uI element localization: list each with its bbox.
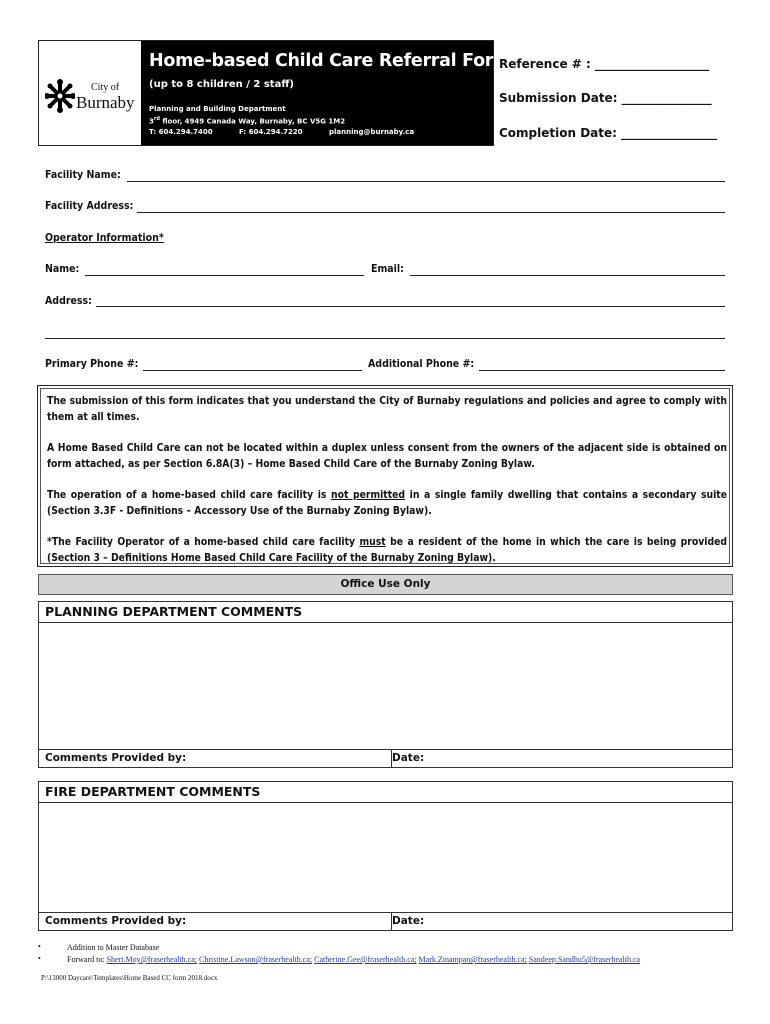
primary-phone-label: Primary Phone #: (45, 358, 139, 370)
notice-paragraph-1: The submission of this form indicates that you understand the City of Burnaby regulations and policies and agree to comply with them at all times. (47, 395, 727, 423)
bullet-icon: • (38, 954, 41, 963)
email-link[interactable]: Mark.Zinampan@fraserhealth.ca; (418, 955, 527, 964)
planning-comments-title: PLANNING DEPARTMENT COMMENTS (39, 602, 732, 623)
notice-paragraph-4: *The Facility Operator of a home-based child care facility must be a resident of the home in which the care is being provided (Section 3 – Definitions Home Based Child Care Facility of the Burnaby Zoning Bylaw). (47, 536, 727, 564)
city-logo (39, 41, 141, 145)
form-title: Home-based Child Care Referral Form (149, 51, 512, 71)
address-input-line2[interactable] (45, 338, 725, 339)
notice-paragraph-3: The operation of a home-based child care facility is not permitted in a single family dwelling that contains a secondary suite (Section 3.3F - Definitions – Accessory Use of the Burnaby Zoning Bylaw). (47, 489, 728, 517)
facility-name-label: Facility Name: (45, 169, 121, 181)
fire-comments-title: FIRE DEPARTMENT COMMENTS (39, 782, 732, 803)
logo-burnaby: Burnaby (76, 93, 135, 112)
submission-date-field[interactable]: Submission Date: _______________ (499, 91, 712, 105)
facility-address-label: Facility Address: (45, 200, 134, 212)
file-path: P:\13000 Daycare\Templates\Home Based CC form 2018.docx (41, 974, 218, 982)
fire-comments-area[interactable] (39, 803, 732, 912)
operator-info-heading: Operator Information* (45, 232, 164, 244)
email-input[interactable] (410, 275, 725, 276)
address-label: Address: (45, 295, 92, 307)
fire-date[interactable]: Date: (392, 915, 425, 927)
department-email: planning@burnaby.ca (329, 128, 415, 136)
email-label: Email: (371, 263, 404, 275)
email-link[interactable]: Sheri.Moy@fraserhealth.ca; (106, 955, 198, 964)
department-address: 3rd floor, 4949 Canada Way, Burnaby, BC V5G 1M2 (149, 116, 346, 126)
email-link[interactable]: Christine.Lawson@fraserhealth.ca; (199, 955, 313, 964)
reference-field[interactable]: Reference # : ___________________ (499, 57, 709, 71)
footer-forward-to: Forward to: Sheri.Moy@fraserhealth.ca; Christine.Lawson@fraserhealth.ca; Catherine.Gee@fraserhealth.ca; Mark.Zinampan@fraserhealth.ca; Sandeep.Sandhu5@fraserhealth.ca (67, 955, 641, 964)
facility-address-input[interactable] (137, 212, 725, 213)
name-input[interactable] (85, 275, 364, 276)
planning-comments-box (38, 601, 733, 768)
form-header (38, 40, 512, 146)
office-use-banner: Office Use Only (38, 574, 733, 595)
fire-comments-box (38, 781, 733, 931)
facility-name-input[interactable] (127, 181, 725, 182)
department-name: Planning and Building Department (149, 105, 286, 113)
planning-date[interactable]: Date: (392, 752, 425, 764)
email-link[interactable]: Sandeep.Sandhu5@fraserhealth.ca (528, 955, 641, 964)
bullet-icon: • (38, 942, 41, 951)
notice-box (37, 385, 733, 567)
header-banner (141, 41, 512, 145)
additional-phone-label: Additional Phone #: (368, 358, 475, 370)
department-fax: F: 604.294.7220 (239, 128, 303, 136)
footer-master-database: Addition to Master Database (67, 943, 160, 952)
form-subtitle: (up to 8 children / 2 staff) (149, 79, 294, 90)
name-label: Name: (45, 263, 80, 275)
completion-date-field[interactable]: Completion Date: ________________ (499, 126, 718, 140)
email-link[interactable]: Catherine.Gee@fraserhealth.ca; (314, 955, 417, 964)
additional-phone-input[interactable] (479, 370, 725, 371)
snowflake-icon (45, 79, 75, 113)
notice-paragraph-2: A Home Based Child Care can not be located within a duplex unless consent from the owners of the adjacent side is obtained on form attached, as per Section 6.8A(3) – Home Based Child Care of the Burnaby Zoning Bylaw. (47, 442, 727, 470)
planning-provided-by[interactable]: Comments Provided by: (39, 750, 392, 767)
fire-provided-by[interactable]: Comments Provided by: (39, 913, 392, 930)
department-phone: T: 604.294.7400 (149, 128, 213, 136)
address-input[interactable] (96, 306, 725, 307)
logo-city-of: City of (91, 82, 120, 93)
primary-phone-input[interactable] (143, 370, 362, 371)
planning-comments-area[interactable] (39, 623, 732, 749)
